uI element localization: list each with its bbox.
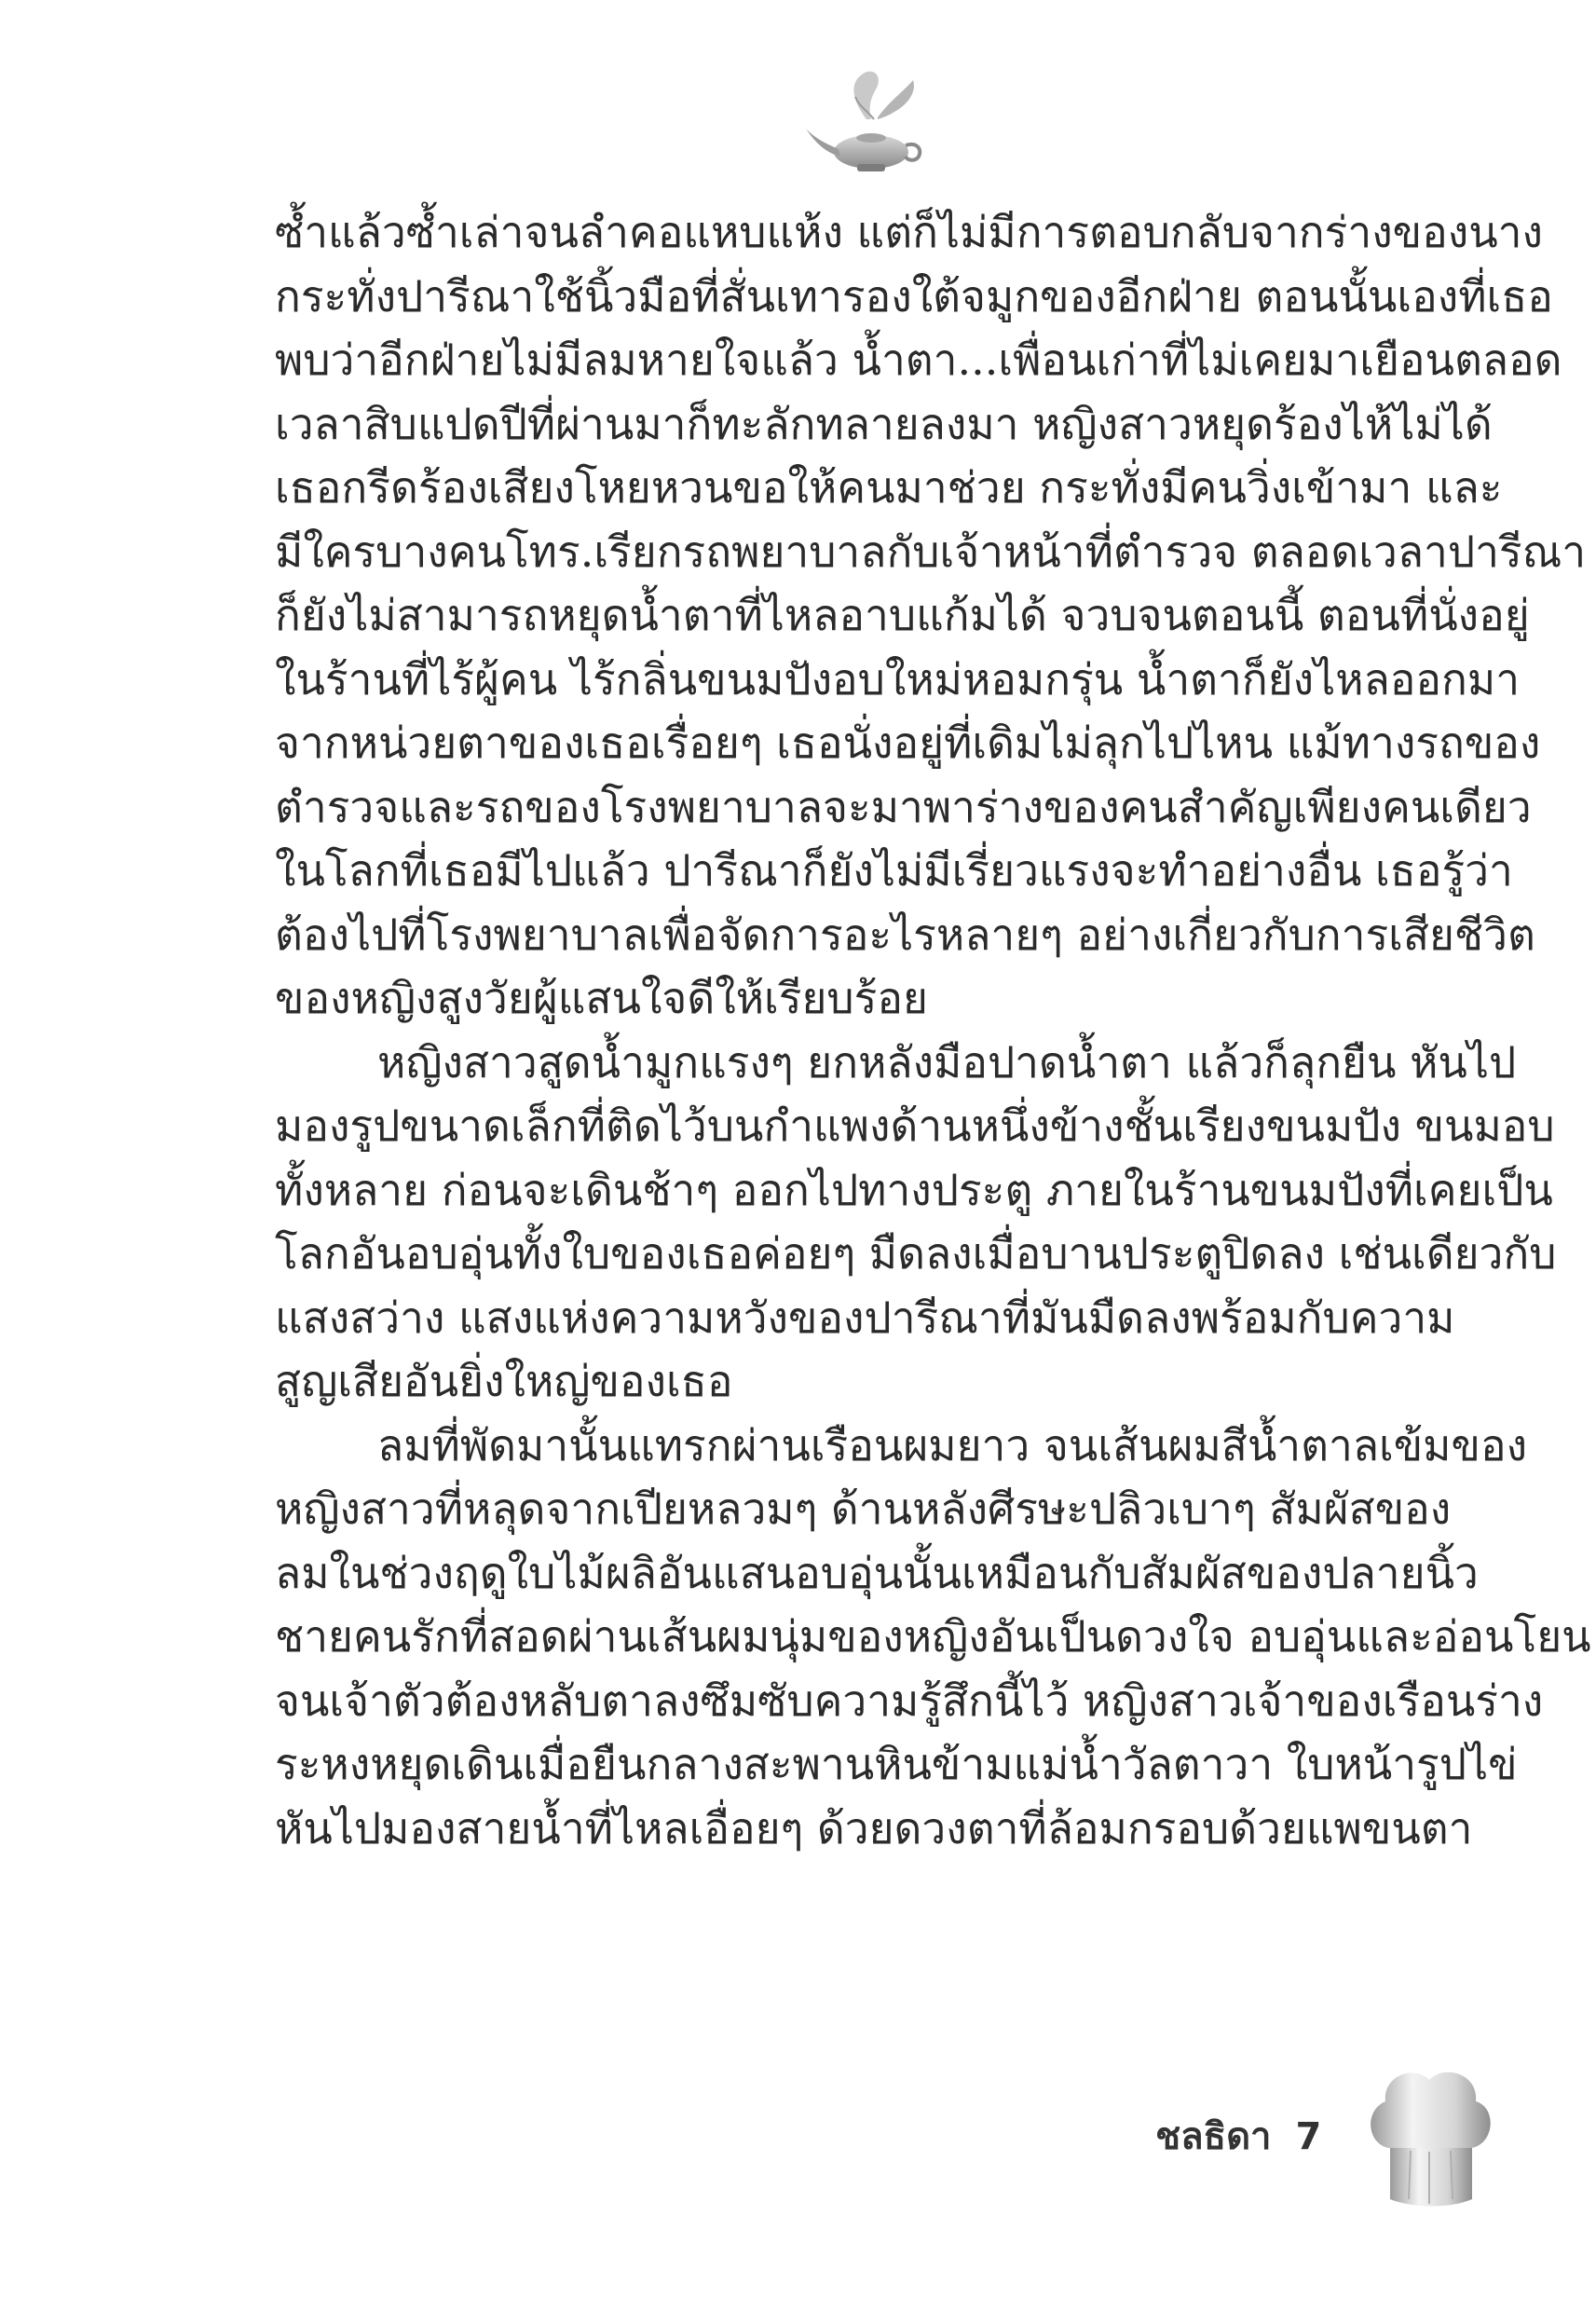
text-line: ทั้งหลาย ก่อนจะเดินช้าๆ ออกไปทางประตู ภายในร้านขนมปังที่เคยเป็น xyxy=(275,1164,1553,1215)
text-line: แสงสว่าง แสงแห่งความหวังของปารีณาที่มันมืดลงพร้อมกับความ xyxy=(275,1292,1455,1343)
body-text xyxy=(275,200,1591,1860)
text-line: ลมในช่วงฤดูใบไม้ผลิอันแสนอบอุ่นนั้นเหมือนกับสัมผัสของปลายนิ้ว xyxy=(275,1547,1479,1598)
text-line: หันไปมองสายน้ำที่ไหลเอื่อยๆ ด้วยดวงตาที่ล้อมกรอบด้วยแพขนตา xyxy=(275,1802,1473,1853)
text-line: ลมที่พัดมานั้นแทรกผ่านเรือนผมยาว จนเส้นผมสีน้ำตาลเข้มของ xyxy=(377,1419,1528,1470)
text-line: หญิงสาวที่หลุดจากเปียหลวมๆ ด้านหลังศีรษะปลิวเบาๆ สัมผัสของ xyxy=(275,1484,1452,1534)
text-line: พบว่าอีกฝ่ายไม่มีลมหายใจแล้ว น้ำตา...เพื่อนเก่าที่ไม่เคยมาเยือนตลอด xyxy=(275,335,1562,385)
page-footer xyxy=(1155,2104,1321,2169)
text-line: มีใครบางคนโทร.เรียกรถพยาบาลกับเจ้าหน้าที่ตำรวจ ตลอดเวลาปารีณา xyxy=(275,526,1587,577)
text-line: ต้องไปที่โรงพยาบาลเพื่อจัดการอะไรหลายๆ อย่างเกี่ยวกับการเสียชีวิต xyxy=(275,909,1535,960)
text-line: ก็ยังไม่สามารถหยุดน้ำตาที่ไหลอาบแก้มได้ จวบจนตอนนี้ ตอนที่นั่งอยู่ xyxy=(275,590,1530,640)
text-line: มองรูปขนาดเล็กที่ติดไว้บนกำแพงด้านหนึ่งข้างชั้นเรียงขนมปัง ขนมอบ xyxy=(275,1101,1555,1151)
text-line: หญิงสาวสูดน้ำมูกแรงๆ ยกหลังมือปาดน้ำตา แล้วก็ลุกยืน หันไป xyxy=(377,1036,1517,1087)
teapot-fairy-ornament-icon xyxy=(801,63,941,185)
text-line: ตำรวจและรถของโรงพยาบาลจะมาพาร่างของคนสำคัญเพียงคนเดียว xyxy=(275,781,1532,832)
text-line: เวลาสิบแปดปีที่ผ่านมาก็ทะลักทลายลงมา หญิงสาวหยุดร้องไห้ไม่ได้ xyxy=(275,398,1493,449)
text-line: เธอกรีดร้องเสียงโหยหวนขอให้คนมาช่วย กระทั่งมีคนวิ่งเข้ามา และ xyxy=(275,462,1503,513)
text-line: กระทั่งปารีณาใช้นิ้วมือที่สั่นเทารองใต้จมูกของอีกฝ่าย ตอนนั้นเองที่เธอ xyxy=(275,270,1553,321)
text-line: จนเจ้าตัวต้องหลับตาลงซึมซับความรู้สึกนี้ไว้ หญิงสาวเจ้าของเรือนร่าง xyxy=(275,1675,1544,1726)
text-line: ในร้านที่ไร้ผู้คน ไร้กลิ่นขนมปังอบใหม่หอมกรุ่น น้ำตาก็ยังไหลออกมา xyxy=(275,653,1521,704)
text-line: ชายคนรักที่สอดผ่านเส้นผมนุ่มของหญิงอันเป็นดวงใจ อบอุ่นและอ่อนโยน xyxy=(275,1611,1591,1661)
page-number: 7 xyxy=(1295,2115,1322,2158)
author-name: ชลธิดา xyxy=(1155,2115,1272,2158)
text-line: โลกอันอบอุ่นทั้งใบของเธอค่อยๆ มืดลงเมื่อบานประตูปิดลง เช่นเดียวกับ xyxy=(275,1228,1557,1279)
chef-hat-icon xyxy=(1362,2059,1497,2213)
text-line: ซ้ำแล้วซ้ำเล่าจนลำคอแหบแห้ง แต่ก็ไม่มีการตอบกลับจากร่างของนาง xyxy=(275,207,1543,257)
text-line: ของหญิงสูงวัยผู้แสนใจดีให้เรียบร้อย xyxy=(275,973,928,1023)
text-line: ระหงหยุดเดินเมื่อยืนกลางสะพานหินข้ามแม่น้ำวัลตาวา ใบหน้ารูปไข่ xyxy=(275,1739,1518,1789)
text-line: ในโลกที่เธอมีไปแล้ว ปารีณาก็ยังไม่มีเรี่ยวแรงจะทำอย่างอื่น เธอรู้ว่า xyxy=(275,845,1513,896)
text-line: สูญเสียอันยิ่งใหญ่ของเธอ xyxy=(275,1356,733,1406)
text-line: จากหน่วยตาของเธอเรื่อยๆ เธอนั่งอยู่ที่เดิมไม่ลุกไปไหน แม้ทางรถของ xyxy=(275,718,1541,768)
